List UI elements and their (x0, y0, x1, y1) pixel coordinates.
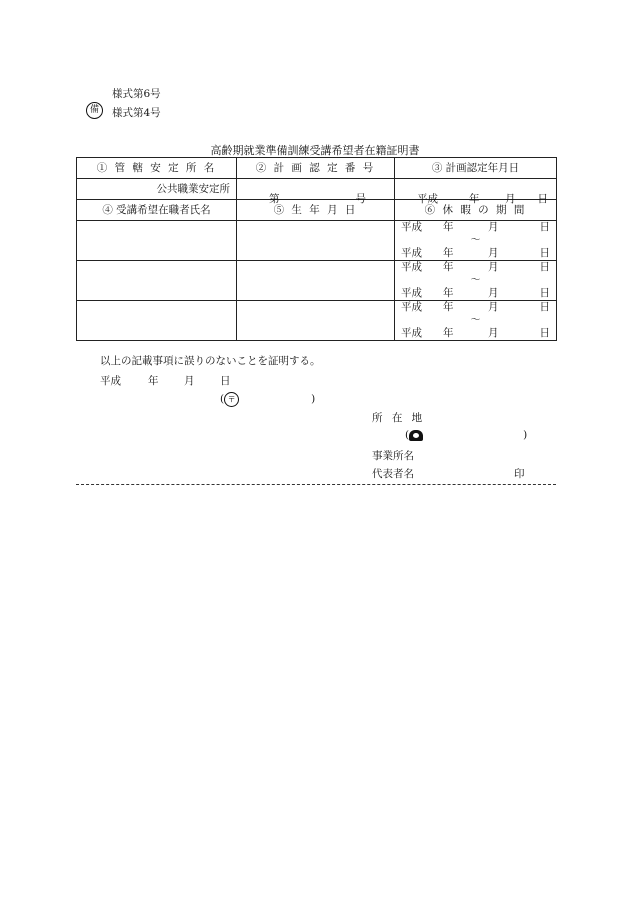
date-day: 日 (537, 193, 548, 205)
date-era: 平成 (417, 193, 438, 205)
date-era: 平成 (401, 287, 422, 299)
form-number-2: 様式第4号 (112, 107, 161, 119)
issue-date-era: 平成 (100, 375, 121, 387)
telephone-icon (409, 430, 423, 441)
office-name-cell[interactable] (77, 179, 237, 200)
date-era: 平成 (401, 221, 422, 233)
date-era: 平成 (401, 261, 422, 273)
issue-date-month: 月 (184, 375, 195, 387)
postal-open: ( (220, 393, 225, 405)
name-header: ④ 受講希望在職者氏名 (77, 200, 237, 221)
tel-close: ) (523, 429, 528, 441)
date-year: 年 (443, 287, 454, 299)
date-era: 平成 (401, 301, 422, 313)
date-day: 日 (539, 301, 550, 313)
representative-label: 代表者名 (372, 468, 414, 480)
certificate-table (76, 157, 557, 341)
bi-mark-icon: 備 (86, 102, 103, 119)
table-header-row-1 (77, 158, 557, 179)
name-cell[interactable] (77, 221, 237, 261)
issue-date-day: 日 (220, 375, 231, 387)
date-day: 日 (539, 247, 550, 259)
date-month: 月 (488, 221, 499, 233)
cut-line-divider (76, 484, 556, 485)
table-value-row-1 (77, 179, 557, 200)
office-suffix: 公共職業安定所 (156, 183, 230, 195)
number-suffix: 号 (355, 193, 366, 205)
date-month: 月 (488, 301, 499, 313)
plan-number-header: ② 計 画 認 定 番 号 (237, 158, 395, 179)
seal-mark: 印 (514, 468, 525, 480)
leave-period-cell[interactable] (395, 221, 557, 261)
date-day: 日 (539, 221, 550, 233)
tilde-mark: 〜 (470, 235, 481, 246)
table-row (77, 261, 557, 301)
leave-period-header: ⑥ 休 暇 の 期 間 (395, 200, 557, 221)
date-year: 年 (443, 301, 454, 313)
date-year: 年 (469, 193, 480, 205)
date-month: 月 (505, 193, 516, 205)
date-day: 日 (539, 287, 550, 299)
date-day: 日 (539, 261, 550, 273)
postal-close: ) (311, 393, 316, 405)
plan-number-cell[interactable] (237, 179, 395, 205)
postal-code-field[interactable] (220, 392, 315, 407)
date-year: 年 (443, 247, 454, 259)
table-row (77, 221, 557, 261)
table-row (77, 301, 557, 341)
birthdate-cell[interactable] (237, 261, 395, 301)
date-month: 月 (488, 261, 499, 273)
leave-period-cell[interactable] (395, 261, 557, 301)
plan-date-header: ③ 計画認定年月日 (395, 158, 557, 179)
date-month: 月 (488, 327, 499, 339)
date-era: 平成 (401, 327, 422, 339)
birthdate-cell[interactable] (237, 301, 395, 341)
date-day: 日 (539, 327, 550, 339)
date-era: 平成 (401, 247, 422, 259)
form-number-1: 様式第6号 (112, 88, 161, 100)
date-month: 月 (488, 247, 499, 259)
date-year: 年 (443, 221, 454, 233)
number-prefix: 第 (269, 193, 280, 205)
plan-date-cell[interactable] (395, 179, 557, 205)
office-header: ① 管 轄 安 定 所 名 (77, 158, 237, 179)
name-cell[interactable] (77, 301, 237, 341)
document-title: 高齢期就業準備訓練受講希望者在籍証明書 (210, 144, 420, 157)
postal-mark-icon: 〒 (224, 392, 239, 407)
tilde-mark: 〜 (470, 275, 481, 286)
telephone-field[interactable]: ( ) (405, 429, 528, 441)
date-year: 年 (443, 261, 454, 273)
birthdate-cell[interactable] (237, 221, 395, 261)
tilde-mark: 〜 (470, 315, 481, 326)
certification-statement: 以上の記載事項に誤りのないことを証明する。 (100, 355, 321, 367)
issue-date-year: 年 (148, 375, 159, 387)
name-cell[interactable] (77, 261, 237, 301)
birthdate-header: ⑤ 生 年 月 日 (237, 200, 395, 221)
office-name-label: 事業所名 (372, 450, 414, 462)
leave-period-cell[interactable] (395, 301, 557, 341)
table-header-row-2 (77, 200, 557, 221)
date-year: 年 (443, 327, 454, 339)
address-label: 所 在 地 (372, 412, 426, 424)
date-month: 月 (488, 287, 499, 299)
